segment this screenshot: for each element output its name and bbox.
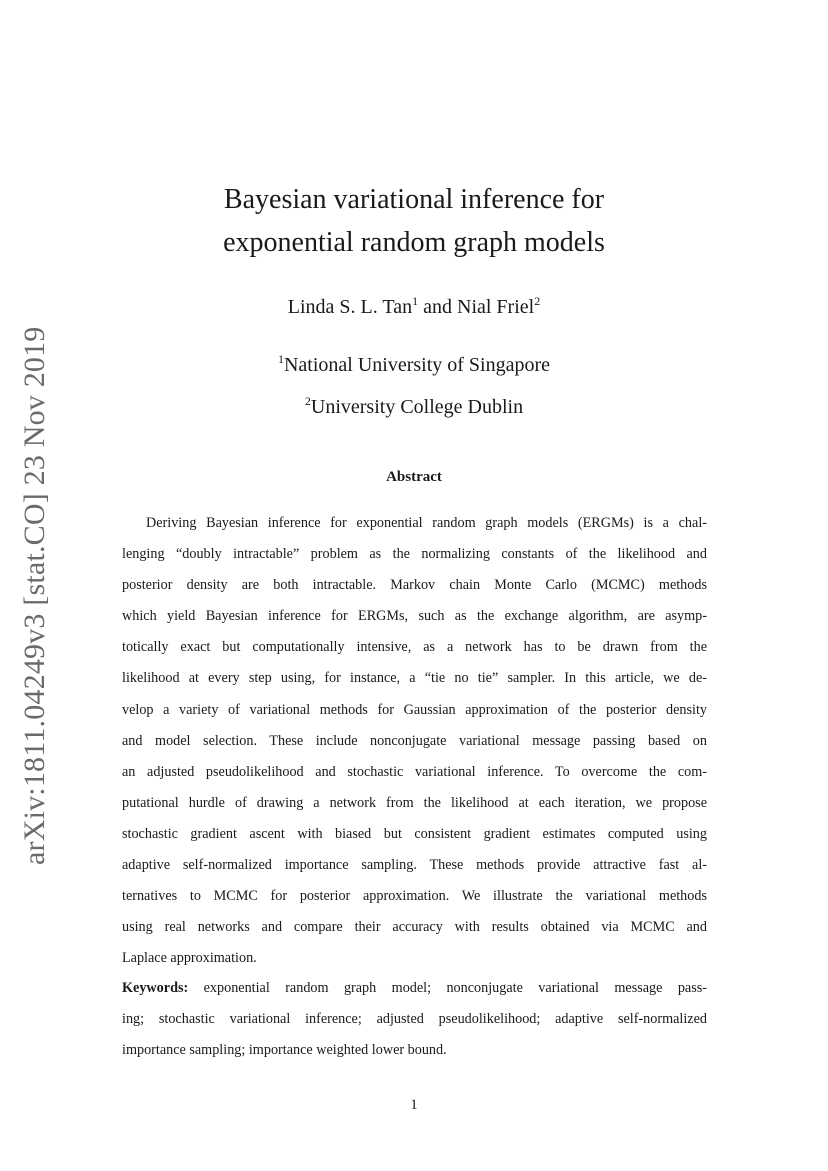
abstract-line: adaptive self-normalized importance sampling. These methods provide attractive fast al- <box>122 857 707 874</box>
affiliation-name: University College Dublin <box>310 396 524 418</box>
abstract-line: lenging “doubly intractable” problem as the normalizing constants of the likelihood and <box>122 546 707 563</box>
abstract-line: which yield Bayesian inference for ERGMs, such as the exchange algorithm, are asymp- <box>122 608 707 625</box>
abstract-line: stochastic gradient ascent with biased but consistent gradient estimates computed using <box>122 825 707 842</box>
arxiv-identifier: arXiv:1811.04249v3 [stat.CO] 23 Nov 2019 <box>18 326 51 865</box>
abstract-line: posterior density are both intractable. Markov chain Monte Carlo (MCMC) methods <box>122 577 707 594</box>
abstract-line: likelihood at every step using, for instance, a “tie no tie” sampler. In this article, we de- <box>122 670 707 687</box>
author-name: Linda S. L. Tan <box>287 296 413 318</box>
keywords-text: exponential random graph model; nonconjugate variational message pass- <box>188 980 707 996</box>
author-list <box>0 294 828 320</box>
abstract-line: and model selection. These include nonconjugate variational message passing based on <box>122 732 707 749</box>
page-number: 1 <box>410 1097 418 1113</box>
keywords-line <box>122 973 707 1004</box>
keywords-line: importance sampling; importance weighted lower bound. <box>122 1042 447 1059</box>
abstract-line: totically exact but computationally intensive, as a network has to be drawn from the <box>122 639 707 656</box>
paper-title <box>0 178 828 264</box>
abstract-line: Laplace approximation. <box>122 950 257 967</box>
affiliation <box>0 394 828 420</box>
affiliation-mark: 1 <box>277 352 284 366</box>
abstract-line: Deriving Bayesian inference for exponential random graph models (ERGMs) is a chal- <box>146 515 707 531</box>
abstract-line: an adjusted pseudolikelihood and stochastic variational inference. To overcome the com- <box>122 763 707 780</box>
abstract-line: ternatives to MCMC for posterior approximation. We illustrate the variational methods <box>122 888 707 905</box>
abstract-body <box>122 508 707 974</box>
keywords-label: Keywords: <box>122 980 189 996</box>
keywords-line: ing; stochastic variational inference; adjusted pseudolikelihood; adaptive self-normalized <box>122 1011 707 1028</box>
affiliation-mark: 2 <box>304 394 311 408</box>
abstract-line: using real networks and compare their accuracy with results obtained via MCMC and <box>122 919 707 936</box>
abstract-line: velop a variety of variational methods for Gaussian approximation of the posterior density <box>122 701 707 718</box>
title-line-2: exponential random graph models <box>223 227 605 258</box>
abstract-heading: Abstract <box>386 469 442 485</box>
title-line-1: Bayesian variational inference for <box>223 184 605 215</box>
author-name: Nial Friel <box>457 296 535 318</box>
affiliation-mark: 1 <box>412 294 419 308</box>
keywords-section <box>122 973 707 1066</box>
affiliation <box>0 352 828 378</box>
affiliation-name: National University of Singapore <box>283 354 551 376</box>
author-conjunction: and <box>418 296 457 318</box>
abstract-line: putational hurdle of drawing a network from the likelihood at each iteration, we propose <box>122 794 707 811</box>
affiliation-mark: 2 <box>534 294 541 308</box>
